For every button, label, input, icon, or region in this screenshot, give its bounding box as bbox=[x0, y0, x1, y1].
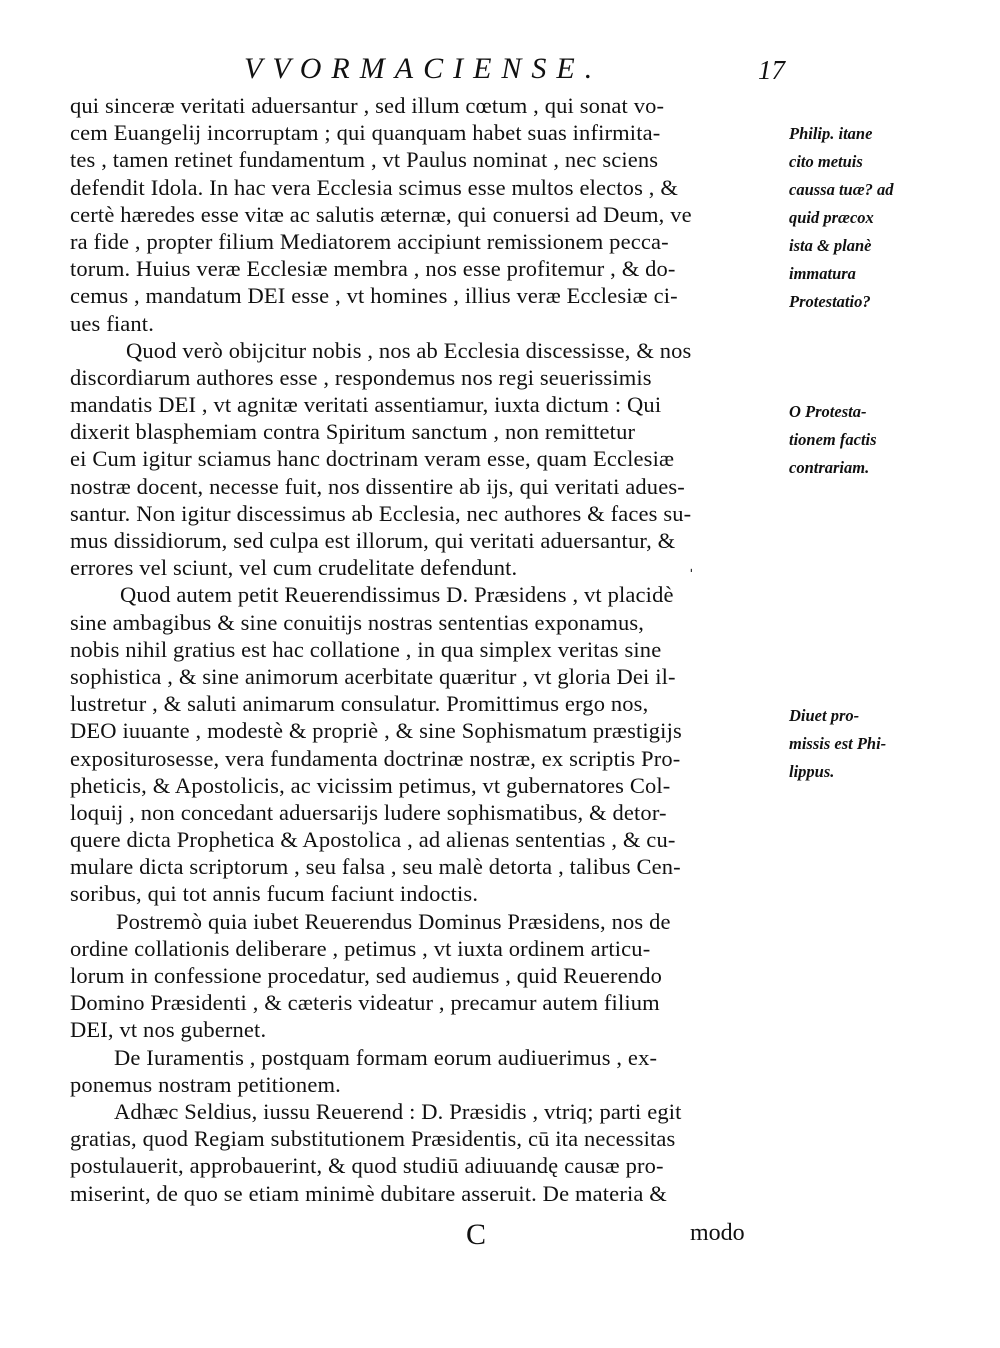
running-head: VVORMACIENSE. bbox=[244, 52, 603, 85]
text-line: errores vel sciunt, vel cum crudelitate defendunt. bbox=[70, 555, 518, 581]
marginal-line: tionem factis bbox=[789, 430, 877, 449]
text-line: mus dissidiorum, sed culpa est illorum, qui veritati aduersantur, & bbox=[70, 528, 676, 553]
marginal-line: caussa tuæ? ad bbox=[789, 180, 894, 199]
text-line: certè hæredes esse vitæ ac salutis æternæ, qui conuersi ad Deum, ve bbox=[70, 201, 692, 227]
text-line: quere dicta Prophetica & Apostolica , ad alienas sententias , & cu- bbox=[70, 827, 676, 853]
catchword: modo bbox=[690, 1220, 745, 1246]
marginal-line: O Protesta- bbox=[789, 402, 867, 421]
text-line: discordiarum authores esse , respondemus nos regi seuerissimis bbox=[70, 364, 652, 390]
text-line: tes , tamen retinet fundamentum , vt Paulus nominat , nec sciens bbox=[70, 147, 659, 173]
marginal-line: ista & planè bbox=[789, 236, 872, 255]
marginal-line: contrariam. bbox=[789, 458, 870, 477]
marginal-note-2 bbox=[789, 398, 994, 482]
marginal-line: missis est Phi- bbox=[789, 734, 887, 753]
ink-speck: ˈ bbox=[688, 566, 695, 588]
text-line: ponemus nostram petitionem. bbox=[70, 1071, 341, 1097]
paragraph-6 bbox=[70, 1098, 782, 1207]
main-text-block bbox=[70, 92, 782, 1207]
text-line: dixerit blasphemiam contra Spiritum sanctum , non remittetur bbox=[70, 419, 636, 445]
text-line: postulauerit, approbauerint, & quod studiū adiuuandę causæ pro- bbox=[70, 1153, 664, 1179]
marginal-line: Philip. itane bbox=[789, 124, 873, 143]
text-line: Domino Præsidenti , & cæteris videatur , precamur autem filium bbox=[70, 990, 660, 1016]
text-line: cemus , mandatum DEI esse , vt homines , illius veræ Ecclesiæ ci- bbox=[70, 283, 678, 309]
text-line: ei Cum igitur sciamus hanc doctrinam veram esse, quam Ecclesiæ bbox=[70, 446, 675, 472]
text-line: sine ambagibus & sine conuitijs nostras sententias exponamus, bbox=[70, 609, 645, 635]
marginal-line: Protestatio? bbox=[789, 292, 871, 311]
text-line: qui sinceræ veritati aduersantur , sed illum cœtum , qui sonat vo- bbox=[70, 93, 665, 118]
text-line: ordine collationis deliberare , petimus , vt iuxta ordinem articu- bbox=[70, 935, 651, 961]
text-line: torum. Huius veræ Ecclesiæ membra , nos esse profitemur , & do- bbox=[70, 256, 676, 282]
text-line: mulare dicta scriptorum , seu falsa , seu malè detorta , talibus Cen- bbox=[70, 854, 681, 880]
text-line: De Iuramentis , postquam formam eorum audiuerimus , ex- bbox=[114, 1044, 658, 1070]
text-line: nostræ docent, necesse fuit, nos dissentire ab ijs, qui veritati adues- bbox=[70, 473, 685, 499]
marginal-line: quid præcox bbox=[789, 208, 874, 227]
paragraph-3 bbox=[70, 581, 782, 907]
text-line: soribus, qui tot annis fucum faciunt indoctis. bbox=[70, 881, 479, 907]
text-line: Postremò quia iubet Reuerendus Dominus Præsidens, nos de bbox=[116, 908, 671, 934]
text-line: lustretur , & saluti animarum consulatur. Promittimus ergo nos, bbox=[70, 691, 649, 717]
text-line: Quod autem petit Reuerendissimus D. Præsidens , vt placidè bbox=[120, 582, 674, 608]
marginal-note-1 bbox=[789, 120, 994, 316]
text-line: ues fiant. bbox=[70, 310, 154, 336]
signature-mark: C bbox=[466, 1218, 487, 1251]
marginal-line: immatura bbox=[789, 264, 856, 283]
text-line: Quod verò obijcitur nobis , nos ab Ecclesia discessisse, & nos bbox=[126, 337, 692, 363]
text-line: Adhæc Seldius, iussu Reuerend : D. Præsidis , vtriq; parti egit bbox=[114, 1098, 682, 1124]
text-line: santur. Non igitur discessimus ab Ecclesia, nec authores & faces su- bbox=[70, 500, 692, 526]
paragraph-1 bbox=[70, 92, 782, 337]
paragraph-4 bbox=[70, 908, 782, 1044]
page-number: 17 bbox=[758, 55, 785, 85]
text-line: ra fide , propter filium Mediatorem accipiunt remissionem pecca- bbox=[70, 228, 669, 254]
marginal-line: cito metuis bbox=[789, 152, 863, 171]
text-line: DEI, vt nos gubernet. bbox=[70, 1017, 267, 1043]
text-line: defendit Idola. In hac vera Ecclesia scimus esse multos electos , & bbox=[70, 174, 678, 200]
text-line: expositurosesse, vera fundamenta doctrinæ nostræ, ex scriptis Pro- bbox=[70, 745, 681, 771]
text-line: lorum in confessione procedatur, sed audiemus , quid Reuerendo bbox=[70, 963, 662, 988]
text-line: pheticis, & Apostolicis, ac vicissim petimus, vt gubernatores Col- bbox=[70, 772, 671, 798]
marginal-line: Diuet pro- bbox=[789, 706, 860, 725]
marginal-line: lippus. bbox=[789, 762, 835, 781]
paragraph-2 bbox=[70, 337, 782, 582]
text-line: mandatis DEI , vt agnitæ veritati assentiamur, iuxta dictum : Qui bbox=[70, 392, 662, 418]
text-line: nobis nihil gratius est hac collatione , in qua simplex veritas sine bbox=[70, 636, 662, 662]
text-line: cem Euangelij incorruptam ; qui quanquam habet suas infirmita- bbox=[70, 120, 661, 146]
marginal-note-3 bbox=[789, 702, 994, 786]
paragraph-5 bbox=[70, 1044, 782, 1098]
text-line: DEO iuuante , modestè & propriè , & sine Sophismatum præstigijs bbox=[70, 718, 682, 744]
text-line: loquij , non concedant aduersarijs ludere sophismatibus, & detor- bbox=[70, 799, 667, 825]
text-line: miserint, de quo se etiam minimè dubitare asseruit. De materia & bbox=[70, 1180, 667, 1206]
text-line: sophistica , & sine animorum acerbitate quæritur , vt gloria Dei il- bbox=[70, 663, 676, 689]
text-line: gratias, quod Regiam substitutionem Præsidentis, cū ita necessitas bbox=[70, 1126, 676, 1152]
